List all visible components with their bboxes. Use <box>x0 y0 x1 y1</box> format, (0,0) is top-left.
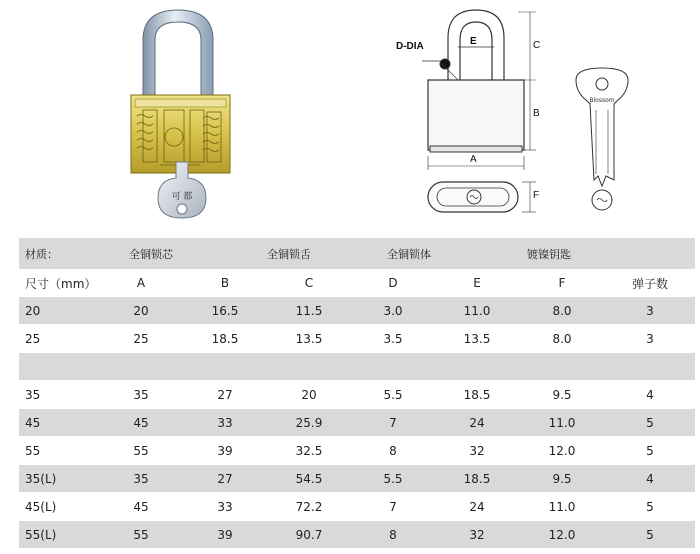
table-cell: 20 <box>19 297 99 325</box>
header-b: B <box>183 269 267 297</box>
table-cell: 20 <box>99 297 183 325</box>
table-cell: 8 <box>351 437 435 465</box>
table-cell: 12.0 <box>519 437 605 465</box>
material-bolt: 全铜锁舌 <box>267 238 351 269</box>
header-a: A <box>99 269 183 297</box>
table-row <box>19 381 695 409</box>
table-cell: 35 <box>99 465 183 493</box>
spec-body <box>19 297 695 549</box>
table-cell: 8 <box>351 521 435 549</box>
table-cell: 4 <box>605 381 695 409</box>
table-cell: 55 <box>99 437 183 465</box>
table-cell: 27 <box>183 381 267 409</box>
table-cell <box>519 353 605 381</box>
key-outline <box>576 68 628 210</box>
table-cell: 33 <box>183 493 267 521</box>
key-brand-text: Blossom <box>589 97 615 104</box>
table-cell: 55 <box>99 521 183 549</box>
table-cell: 13.5 <box>267 325 351 353</box>
table-cell: 5 <box>605 409 695 437</box>
table-cell: 72.2 <box>267 493 351 521</box>
table-cell: 54.5 <box>267 465 351 493</box>
table-cell: 33 <box>183 409 267 437</box>
table-row <box>19 353 695 381</box>
table-cell: 13.5 <box>435 325 519 353</box>
table-cell: 39 <box>183 521 267 549</box>
table-cell: 5.5 <box>351 381 435 409</box>
table-cell: 55 <box>19 437 99 465</box>
table-cell: 11.0 <box>519 493 605 521</box>
table-cell: 3 <box>605 297 695 325</box>
material-core: 全铜锁芯 <box>99 238 267 269</box>
table-cell: 9.5 <box>519 465 605 493</box>
table-cell: 35 <box>99 381 183 409</box>
table-cell: 45 <box>19 409 99 437</box>
table-cell: 4 <box>605 465 695 493</box>
table-row <box>19 409 695 437</box>
header-pins: 弹子数 <box>605 269 695 297</box>
table-cell <box>435 353 519 381</box>
table-cell <box>267 353 351 381</box>
material-key: 镀镍钥匙 <box>519 238 695 269</box>
materials-label: 材质： <box>19 238 99 269</box>
table-cell: 8.0 <box>519 297 605 325</box>
table-cell: 7 <box>351 493 435 521</box>
table-cell: 11.0 <box>519 409 605 437</box>
table-cell: 9.5 <box>519 381 605 409</box>
spec-table <box>19 238 695 549</box>
table-cell: 18.5 <box>435 465 519 493</box>
header-row <box>19 269 695 297</box>
table-cell: 5 <box>605 521 695 549</box>
table-cell: 25 <box>19 325 99 353</box>
table-cell: 45 <box>99 493 183 521</box>
table-cell: 3.0 <box>351 297 435 325</box>
dimension-drawing <box>422 10 536 212</box>
table-cell <box>605 353 695 381</box>
materials-row <box>19 238 695 269</box>
cutaway-padlock <box>131 10 230 218</box>
table-cell: 45 <box>99 409 183 437</box>
table-cell <box>351 353 435 381</box>
table-cell: 45(L) <box>19 493 99 521</box>
header-d: D <box>351 269 435 297</box>
table-cell: 24 <box>435 409 519 437</box>
table-cell: 12.0 <box>519 521 605 549</box>
header-f: F <box>519 269 605 297</box>
table-cell <box>183 353 267 381</box>
table-cell <box>19 353 99 381</box>
table-cell: 5 <box>605 437 695 465</box>
table-cell: 5 <box>605 493 695 521</box>
table-cell: 5.5 <box>351 465 435 493</box>
table-cell: 7 <box>351 409 435 437</box>
table-cell: 90.7 <box>267 521 351 549</box>
label-d-dia: D-DIA <box>396 41 424 52</box>
table-row <box>19 521 695 549</box>
label-a: A <box>470 154 477 165</box>
product-figure <box>0 0 700 236</box>
key-head-text: 可 都 <box>171 192 193 202</box>
table-cell: 32.5 <box>267 437 351 465</box>
table-cell: 11.5 <box>267 297 351 325</box>
header-c: C <box>267 269 351 297</box>
padlock-illustrations <box>0 0 700 236</box>
table-cell: 8.0 <box>519 325 605 353</box>
table-cell: 16.5 <box>183 297 267 325</box>
table-cell <box>99 353 183 381</box>
table-row <box>19 437 695 465</box>
table-cell: 35 <box>19 381 99 409</box>
table-row <box>19 465 695 493</box>
label-e: E <box>470 36 477 47</box>
table-cell: 18.5 <box>435 381 519 409</box>
material-body: 全铜锁体 <box>351 238 519 269</box>
label-c: C <box>533 40 541 51</box>
table-cell: 25.9 <box>267 409 351 437</box>
table-cell: 25 <box>99 325 183 353</box>
table-cell: 20 <box>267 381 351 409</box>
header-size: 尺寸（mm） <box>19 269 99 297</box>
table-cell: 35(L) <box>19 465 99 493</box>
table-row <box>19 325 695 353</box>
table-cell: 27 <box>183 465 267 493</box>
table-cell: 18.5 <box>183 325 267 353</box>
label-b: B <box>533 108 540 119</box>
label-f: F <box>533 190 540 201</box>
table-cell: 24 <box>435 493 519 521</box>
table-cell: 39 <box>183 437 267 465</box>
table-cell: 3.5 <box>351 325 435 353</box>
table-cell: 3 <box>605 325 695 353</box>
table-cell: 55(L) <box>19 521 99 549</box>
table-row <box>19 493 695 521</box>
header-e: E <box>435 269 519 297</box>
table-cell: 11.0 <box>435 297 519 325</box>
table-row <box>19 297 695 325</box>
table-cell: 32 <box>435 437 519 465</box>
table-cell: 32 <box>435 521 519 549</box>
